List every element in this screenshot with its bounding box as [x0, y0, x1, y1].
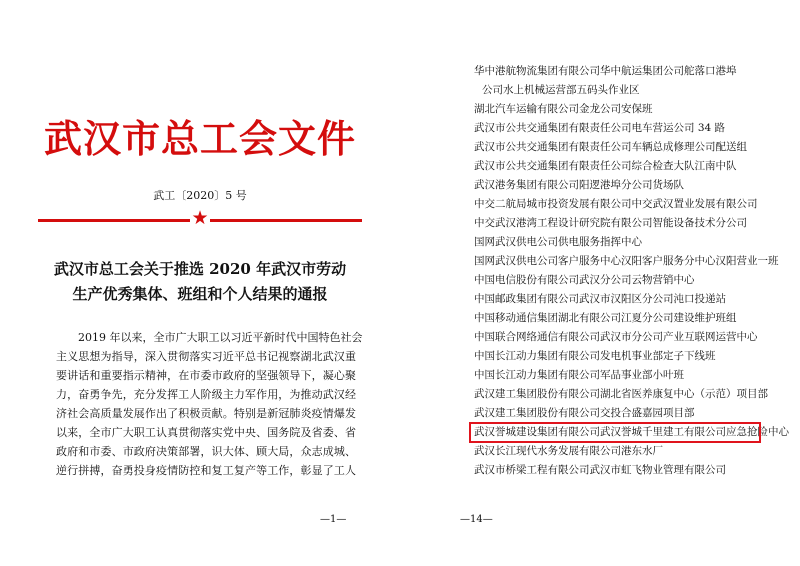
page-number: —1—: [320, 514, 347, 525]
body-text: [56, 328, 363, 480]
star-icon: ★: [191, 207, 209, 229]
list-item: 武汉建工集团股份有限公司交投合盛嘉园项目部: [474, 407, 695, 419]
list-item: 武汉市桥梁工程有限公司武汉市虹飞物业管理有限公司: [474, 464, 726, 476]
list-item: 武汉长江现代水务发展有限公司港东水厂: [474, 445, 663, 457]
list-item: 中国邮政集团有限公司武汉市汉阳区分公司沌口投递站: [474, 293, 726, 305]
issuer-title: 武汉市总工会文件: [43, 117, 356, 161]
headline-line-2: 生产优秀集体、班组和个人结果的通报: [72, 285, 328, 303]
list-item: 中国移动通信集团湖北有限公司江夏分公司建设维护班组: [474, 312, 737, 324]
page-number: —14—: [460, 514, 493, 525]
body-line: 要讲话和重要指示精神，在市委市政府的坚强领导下，凝心聚: [56, 369, 356, 382]
headline-line-1: 武汉市总工会关于推选 2020 年武汉市劳动: [53, 260, 347, 278]
highlighted-list-item: 武汉誉城建设集团有限公司武汉誉城千里建工有限公司应急抢险中心: [470, 423, 760, 442]
red-divider-left: [38, 219, 190, 222]
body-line: 政府和市委、市政府决策部署，识大体、顾大局，众志成城、: [56, 445, 356, 458]
document-page-right: [400, 0, 800, 566]
list-item: 湖北汽车运输有限公司金龙公司安保班: [474, 103, 653, 115]
organization-list: [474, 62, 794, 480]
body-line: 逆行拼搏，奋勇投身疫情防控和复工复产等工作，彰显了工人: [56, 464, 356, 477]
body-line: 济社会高质量发展作出了积极贡献。特别是新冠肺炎疫情爆发: [56, 407, 356, 420]
list-item: 武汉市公共交通集团有限责任公司电车营运公司 34 路: [474, 122, 726, 134]
list-item: 中国电信股份有限公司武汉分公司云物营销中心: [474, 274, 695, 286]
list-item: 中国长江动力集团有限公司军品事业部小叶班: [474, 369, 684, 381]
list-item: 中国联合网络通信有限公司武汉市分公司产业互联网运营中心: [474, 331, 758, 343]
list-item: 国网武汉供电公司供电服务指挥中心: [474, 236, 642, 248]
body-line: 力，奋勇争先，充分发挥工人阶级主力军作用，为推动武汉经: [56, 388, 356, 401]
list-item: 武汉市公共交通集团有限责任公司车辆总成修理公司配送组: [474, 141, 747, 153]
list-item: 公司水上机械运营部五码头作业区: [482, 84, 640, 96]
list-item: 中国长江动力集团有限公司发电机事业部定子下线班: [474, 350, 716, 362]
red-divider-right: [210, 219, 362, 222]
list-item: 中交武汉港湾工程设计研究院有限公司智能设备技术分公司: [474, 217, 747, 229]
body-line: 以来，全市广大职工认真贯彻落实党中央、国务院及省委、省: [56, 426, 356, 439]
body-line: 主义思想为指导，深入贯彻落实习近平总书记视察湖北武汉重: [56, 350, 356, 363]
list-item: 武汉建工集团股份有限公司湖北省医养康复中心（示范）项目部: [474, 388, 768, 400]
list-item: 武汉港务集团有限公司阳逻港埠分公司货场队: [474, 179, 684, 191]
list-item: 国网武汉供电公司客户服务中心汉阳客户服务分中心汉阳营业一班: [474, 255, 779, 267]
document-number: 武工〔2020〕5 号: [153, 189, 247, 202]
body-line: 2019 年以来，全市广大职工以习近平新时代中国特色社会: [78, 331, 363, 344]
list-item: 中交二航局城市投资发展有限公司中交武汉置业发展有限公司: [474, 198, 758, 210]
list-item: 华中港航物流集团有限公司华中航运集团公司舵落口港埠: [474, 65, 737, 77]
list-item: 武汉市公共交通集团有限责任公司综合检查大队江南中队: [474, 160, 737, 172]
